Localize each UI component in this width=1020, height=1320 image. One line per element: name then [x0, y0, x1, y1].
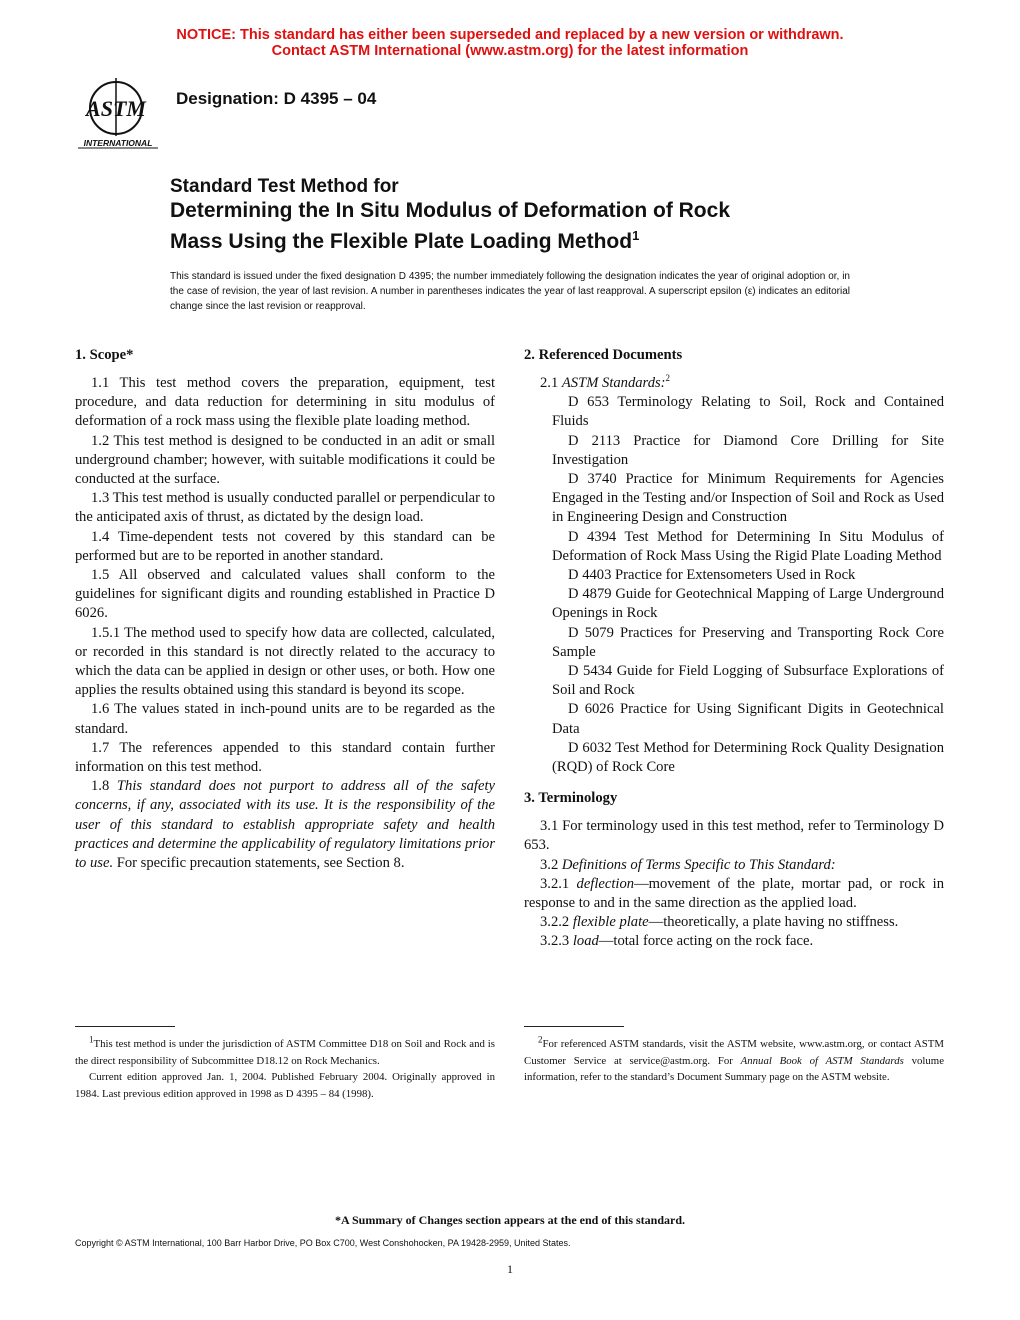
terminology-paragraph: 3.1 For terminology used in this test method, refer to Terminology D 653.	[524, 818, 944, 854]
withdrawal-notice	[0, 27, 1020, 59]
footnote-1-approval: Current edition approved Jan. 1, 2004. Published February 2004. Originally approved in 1984. Last previous edition approved in 1998 as D 4395 – 84 (1998).	[75, 1071, 495, 1100]
scope-heading: 1. Scope*	[75, 347, 134, 363]
notice-line-2: Contact ASTM International (www.astm.org) for the latest information	[271, 43, 749, 59]
terminology-heading: 3. Terminology	[524, 790, 618, 807]
reference-item: D 4394 Test Method for Determining In Situ Modulus of Deformation of Rock Mass Using the Rigid Plate Loading Method	[552, 528, 944, 564]
title-line-3: Mass Using the Flexible Plate Loading Method$^1$	[170, 228, 640, 253]
definition-item: 3.2.1 deflection—movement of the plate, mortar pad, or rock in response to and in the same direction as the applied load.	[524, 875, 944, 912]
astm-standards-label: 2.1 ASTM Standards:$^2$	[540, 373, 671, 391]
title-line-2: Determining the In Situ Modulus of Deformation of Rock	[170, 199, 730, 222]
definition-item: 3.2.2 flexible plate—theoretically, a plate having no stiffness.	[540, 914, 899, 931]
left-column	[75, 346, 495, 873]
reference-item: D 3740 Practice for Minimum Requirements for Agencies Engaged in the Testing and/or Inspection of Soil and Rock as Used in Engineering Design and Construction	[552, 471, 944, 526]
scope-paragraph: 1.5.1 The method used to specify how data are collected, calculated, or recorded in this standard is not directly related to the accuracy to which the data can be applied in design or other uses, or both. How one applies the results obtained using this standard is beyond its scope.	[75, 624, 495, 699]
notice-line-1: NOTICE: This standard has either been superseded and replaced by a new version or withdrawn.	[176, 27, 844, 43]
reference-item: D 5079 Practices for Preserving and Transporting Rock Core Sample	[552, 624, 944, 660]
scope-paragraph: 1.6 The values stated in inch-pound units are to be regarded as the standard.	[75, 701, 495, 737]
right-column	[524, 346, 944, 952]
summary-of-changes-note: *A Summary of Changes section appears at the end of this standard.	[334, 1213, 686, 1227]
footnote-2-text: $^2$For referenced ASTM standards, visit the ASTM website, www.astm.org, or contact ASTM Customer Service at service@astm.org. For Annual Book of ASTM Standards volume information, refer to the standard’s Document Summary page on the ASTM website.	[524, 1034, 944, 1083]
reference-item: D 653 Terminology Relating to Soil, Rock and Contained Fluids	[552, 394, 944, 430]
title-line-1: Standard Test Method for	[170, 176, 399, 197]
scope-paragraph: 1.5 All observed and calculated values shall conform to the guidelines for significant digits and rounding established in Practice D 6026.	[75, 567, 495, 622]
reference-item: D 5434 Guide for Field Logging of Subsurface Explorations of Soil and Rock	[552, 663, 944, 699]
logo-subtext: INTERNATIONAL	[83, 138, 153, 148]
definitions-label: 3.2 Definitions of Terms Specific to This Standard:	[540, 856, 836, 873]
scope-paragraph: 1.2 This test method is designed to be conducted in an adit or small underground chamber; however, with suitable modifications it could be conducted at the surface.	[75, 432, 495, 488]
issued-note: This standard is issued under the fixed designation D 4395; the number immediately following the designation indicates the year of original adoption or, in the case of revision, the year of last revision. A number in parentheses indicates the year of last reapproval. A superscript epsilon (ε) indicates an editorial change since the last revision or reapproval.	[170, 271, 850, 312]
astm-logo	[74, 74, 164, 154]
page-number: 1	[507, 1262, 513, 1276]
definition-item: 3.2.3 load—total force acting on the rock face.	[540, 933, 814, 950]
designation: Designation: D 4395 – 04	[176, 89, 377, 108]
safety-paragraph: 1.8 This standard does not purport to address all of the safety concerns, if any, associated with its use. It is the responsibility of the user of this standard to establish appropriate safety and health practices and determine the applicability of regulatory limitations prior to use. For specific precaution statements, see Section 8.	[75, 778, 495, 872]
footnote-1	[75, 1036, 495, 1102]
title-footnote-mark: 1	[632, 228, 640, 243]
reference-item: D 4879 Guide for Geotechnical Mapping of Large Underground Openings in Rock	[552, 586, 944, 622]
footnote-2	[524, 1036, 944, 1086]
references-heading: 2. Referenced Documents	[524, 347, 683, 363]
scope-paragraph: 1.3 This test method is usually conducted parallel or perpendicular to the anticipated axis of thrust, as dictated by the design load.	[75, 490, 495, 526]
footnote-divider	[524, 1026, 624, 1027]
footnote-divider	[75, 1026, 175, 1027]
reference-item: D 4403 Practice for Extensometers Used in Rock	[568, 567, 856, 584]
title-block	[170, 176, 870, 254]
scope-paragraph: 1.1 This test method covers the preparation, equipment, test procedure, and data reduction for determining in situ modulus of deformation of a rock mass using the flexible plate loading method.	[75, 375, 495, 430]
reference-item: D 2113 Practice for Diamond Core Drilling for Site Investigation	[552, 432, 944, 468]
scope-paragraph: 1.7 The references appended to this standard contain further information on this test method.	[75, 739, 495, 776]
footnote-1-text: $^1$This test method is under the jurisdiction of ASTM Committee D18 on Soil and Rock and is the direct responsibility of Subcommittee D18.12 on Rock Mechanics.	[75, 1034, 495, 1067]
logo-letters: ASTM	[86, 96, 146, 121]
scope-paragraph: 1.4 Time-dependent tests not covered by this standard can be performed but are to be reported in another standard.	[75, 528, 495, 564]
copyright-line: Copyright © ASTM International, 100 Barr Harbor Drive, PO Box C700, West Conshohocken, PA 19428-2959, United States.	[75, 1238, 571, 1248]
reference-item: D 6032 Test Method for Determining Rock Quality Designation (RQD) of Rock Core	[552, 739, 944, 776]
reference-item: D 6026 Practice for Using Significant Digits in Geotechnical Data	[552, 701, 944, 737]
